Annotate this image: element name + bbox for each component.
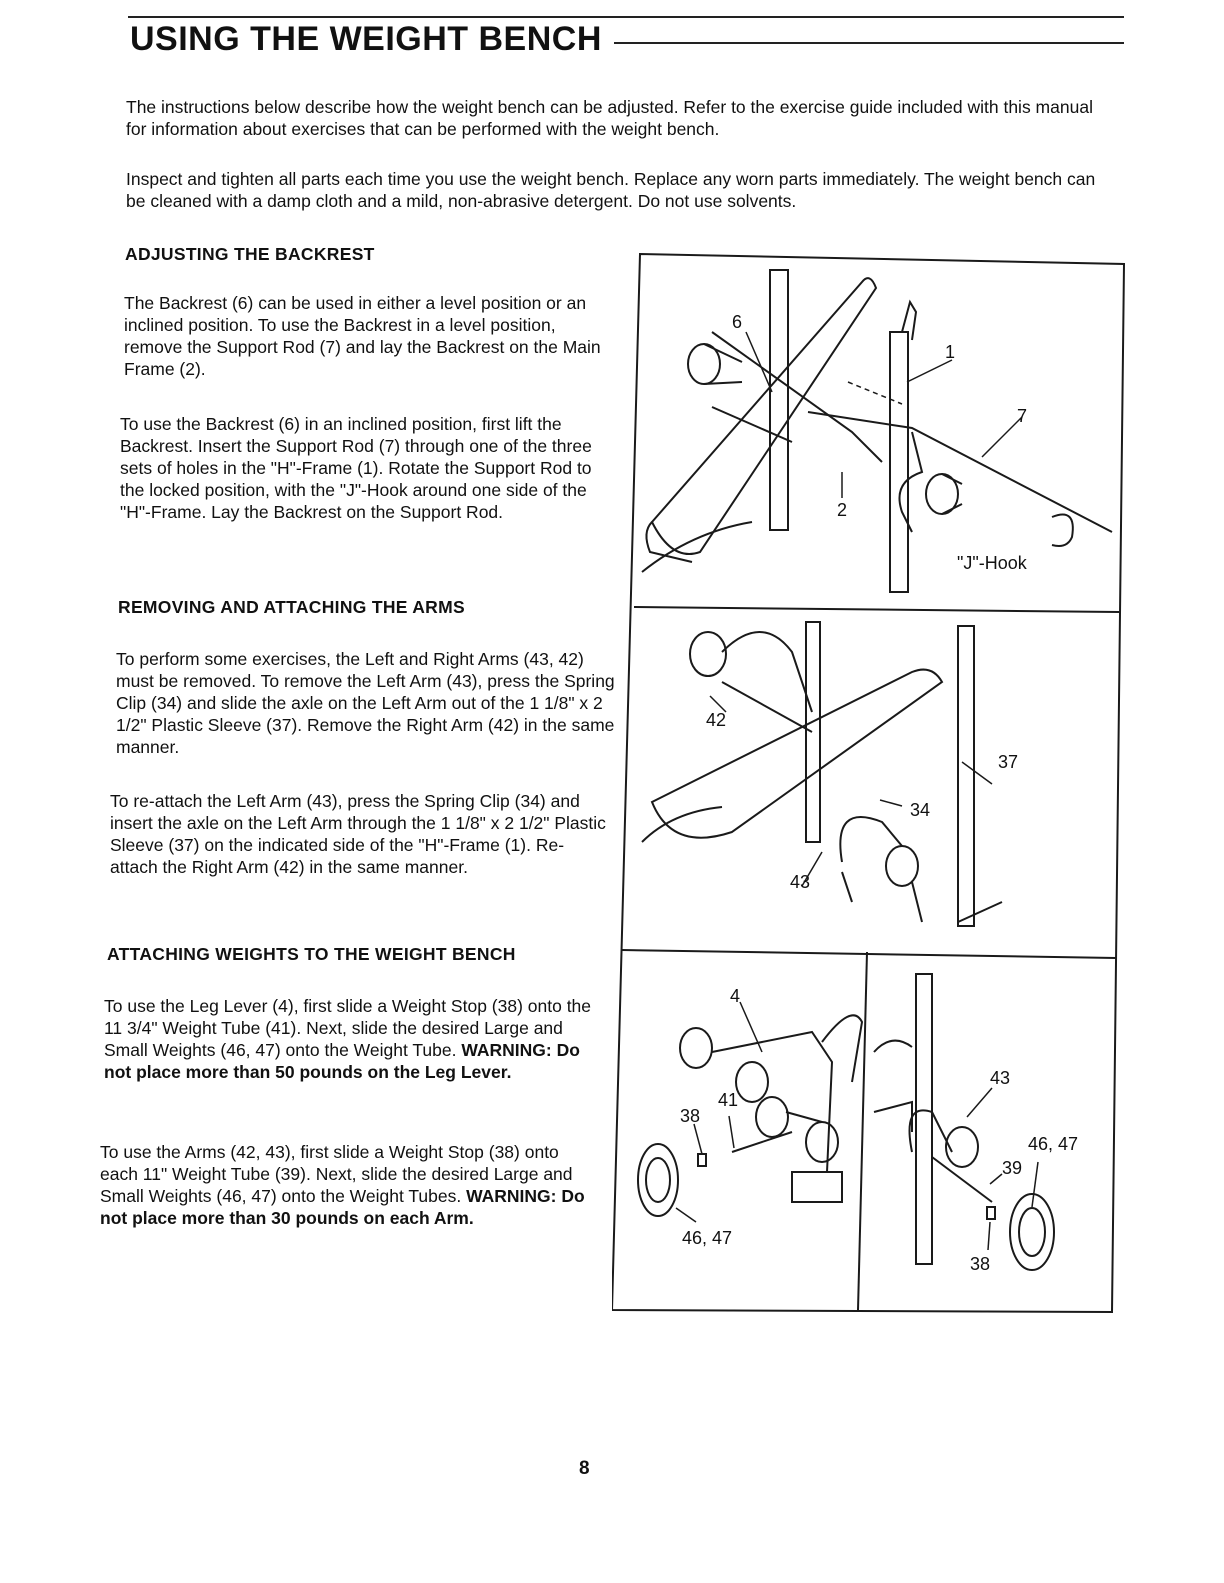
weights-paragraph-1-wrap	[104, 995, 594, 1083]
page-title: USING THE WEIGHT BENCH	[130, 20, 612, 59]
label-1: 1	[945, 342, 956, 362]
label-43-weights: 43	[990, 1068, 1011, 1088]
assembly-figure	[612, 232, 1132, 1314]
section-weights	[107, 944, 607, 965]
page-number: 8	[579, 1458, 590, 1479]
weights-paragraph-2	[100, 1141, 600, 1229]
weights-paragraph-1-text: To use the Leg Lever (4), first slide a Weight Stop (38) onto the 11 3/4" Weight Tube (41). Next, slide the desired Large and Small Weights (46, 47) onto the Weight Tube.	[104, 996, 592, 1060]
panel-divider-3	[858, 952, 867, 1310]
label-39: 39	[1002, 1158, 1023, 1178]
label-4: 4	[730, 986, 741, 1006]
panel-arm-weights-illustration	[874, 974, 1054, 1270]
panel-arms-illustration	[642, 622, 1002, 926]
section-heading-weights: ATTACHING WEIGHTS TO THE WEIGHT BENCH	[107, 944, 516, 964]
label-6: 6	[732, 312, 743, 332]
intro-paragraph-1: The instructions below describe how the weight bench can be adjusted. Refer to the exercise guide included with this manual for information about exercises that can be performed with the weight bench.	[126, 97, 1093, 139]
backrest-paragraph-2: To use the Backrest (6) in an inclined position, first lift the Backrest. Insert the Support Rod (7) through one of the three sets of holes in the "H"-Frame (1). Rotate the Support Rod to the locked position, with the "J"-Hook around one side of the "H"-Frame. Lay the Backrest on the Support Rod.	[120, 414, 592, 522]
warning-arms: WARNING: Do not place more than 30 pounds on each Arm.	[100, 1186, 585, 1228]
label-37: 37	[998, 752, 1019, 772]
label-42: 42	[706, 710, 727, 730]
weights-paragraph-2-wrap	[100, 1141, 600, 1229]
section-heading-arms: REMOVING AND ATTACHING THE ARMS	[118, 597, 465, 617]
panel-backrest-illustration	[642, 270, 1112, 592]
panel-divider-1	[634, 607, 1119, 612]
section-arms	[118, 597, 618, 618]
label-34: 34	[910, 800, 931, 820]
arms-paragraph-1: To perform some exercises, the Left and Right Arms (43, 42) must be removed. To remove the Left Arm (43), press the Spring Clip (34) and slide the axle on the Left Arm out of the 1 1/8" x 2 1/2" Plastic Sleeve (37). Remove the Right Arm (42) in the same manner.	[116, 649, 615, 757]
label-2: 2	[837, 500, 848, 520]
section-backrest	[125, 244, 625, 265]
arms-paragraph-2: To re-attach the Left Arm (43), press the Spring Clip (34) and insert the axle on the Left Arm through the 1 1/8" x 2 1/2" Plastic Sleeve (37) on the indicated side of the "H"-Frame (1). Re-attach the Right Arm (42) in the same manner.	[110, 791, 606, 877]
warning-leg-lever: WARNING: Do not place more than 50 pounds on the Leg Lever.	[104, 1040, 580, 1082]
label-43-arms: 43	[790, 872, 811, 892]
backrest-paragraph-2-wrap	[120, 413, 620, 523]
label-46-47-leg: 46, 47	[682, 1228, 733, 1248]
arms-paragraph-1-wrap	[116, 648, 616, 758]
backrest-paragraph-1-wrap	[124, 292, 614, 380]
label-38-arm: 38	[970, 1254, 991, 1274]
label-41: 41	[718, 1090, 739, 1110]
label-46-47-arm: 46, 47	[1028, 1134, 1079, 1154]
section-heading-backrest: ADJUSTING THE BACKREST	[125, 244, 375, 264]
panel-leg-lever-illustration	[638, 1015, 862, 1216]
panel-divider-2	[622, 950, 1116, 958]
weights-paragraph-2-text: To use the Arms (42, 43), first slide a Weight Stop (38) onto each 11" Weight Tube (39). Next, slide the desired Large and Small Weights (46, 47) onto the Weight Tubes.	[100, 1142, 573, 1206]
intro-paragraph-2: Inspect and tighten all parts each time you use the weight bench. Replace any worn parts immediately. The weight bench can be cleaned with a damp cloth and a mild, non-abrasive detergent. Do not use solvents.	[126, 169, 1096, 211]
label-j-hook: "J"-Hook	[957, 553, 1027, 573]
label-7: 7	[1017, 406, 1028, 426]
arms-paragraph-2-wrap	[110, 790, 610, 878]
label-38-leg: 38	[680, 1106, 701, 1126]
backrest-paragraph-1: The Backrest (6) can be used in either a level position or an inclined position. To use the Backrest in a level position, remove the Support Rod (7) and lay the Backrest on the Main Frame (2).	[124, 293, 601, 379]
weights-paragraph-1	[104, 995, 594, 1083]
